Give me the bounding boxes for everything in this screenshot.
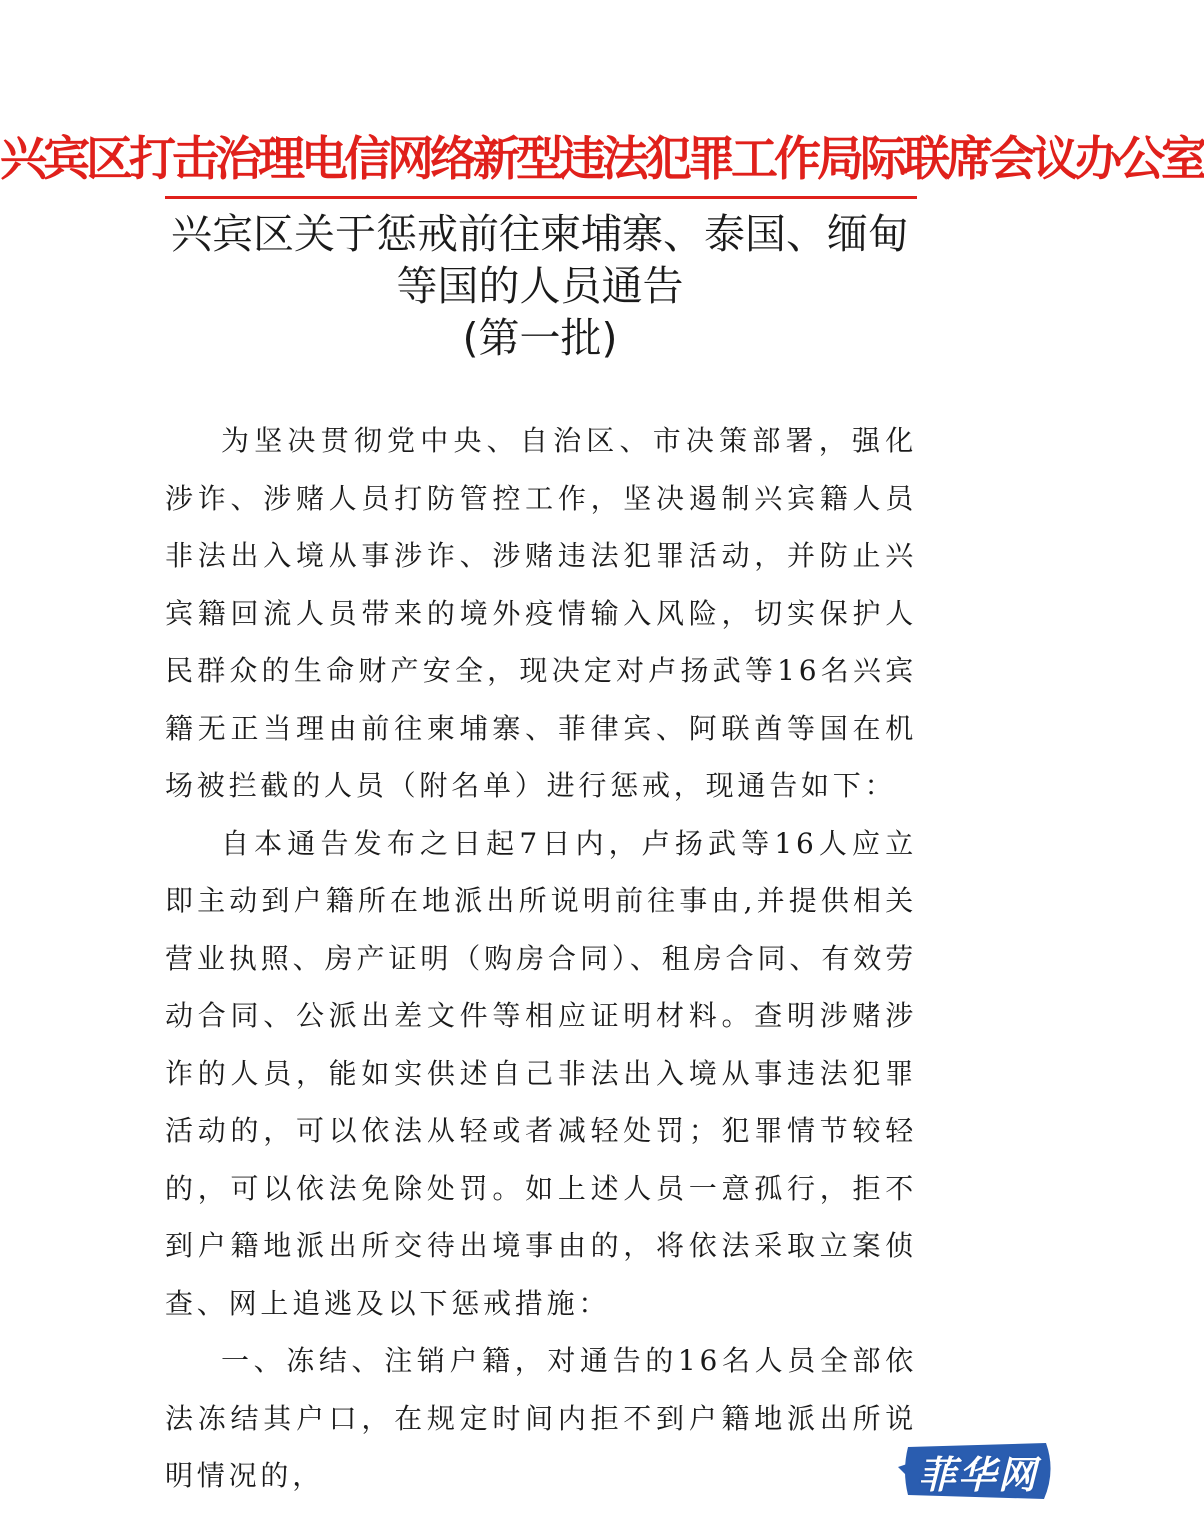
site-watermark-logo [894, 1437, 1062, 1505]
body-paragraph-3: 一、冻结、注销户籍，对通告的16名人员全部依法冻结其户口，在规定时间内拒不到户籍地派出所说明情况的， [165, 1344, 917, 1492]
body-paragraph-2: 自本通告发布之日起7日内，卢扬武等16人应立即主动到户籍所在地派出所说明前往事由,并提供相关营业执照、房产证明（购房合同）、租房合同、有效劳动合同、公派出差文件等相应证明材料。查明涉赌涉诈的人员，能如实供述自己非法出入境从事违法犯罪活动的，可以依法从轻或者减轻处罚；犯罪情节较轻的，可以依法免除处罚。如上述人员一意孤行，拒不到户籍地派出所交待出境事由的，将依法采取立案侦查、网上追逃及以下惩戒措施： [165, 826, 917, 1320]
issuing-office-header: 兴宾区打击治理电信网络新型违法犯罪工作局际联席会议办公室 [0, 132, 1204, 187]
title-line-1: 兴宾区关于惩戒前往柬埔寨、泰国、缅甸 [171, 210, 909, 258]
notice-title [0, 208, 1080, 364]
body-paragraph-1: 为坚决贯彻党中央、自治区、市决策部署，强化涉诈、涉赌人员打防管控工作，坚决遏制兴宾籍人员非法出入境从事涉诈、涉赌违法犯罪活动，并防止兴宾籍回流人员带来的境外疫情输入风险，切实保护人民群众的生命财产安全，现决定对卢扬武等16名兴宾籍无正当理由前往柬埔寨、菲律宾、阿联酋等国在机场被拦截的人员（附名单）进行惩戒，现通告如下： [165, 424, 917, 802]
notice-body [165, 412, 917, 1505]
watermark-text: 菲华网 [917, 1451, 1038, 1497]
title-line-2: 等国的人员通告 [396, 262, 684, 310]
red-divider-line [165, 196, 917, 199]
title-line-3: (第一批) [462, 314, 618, 362]
